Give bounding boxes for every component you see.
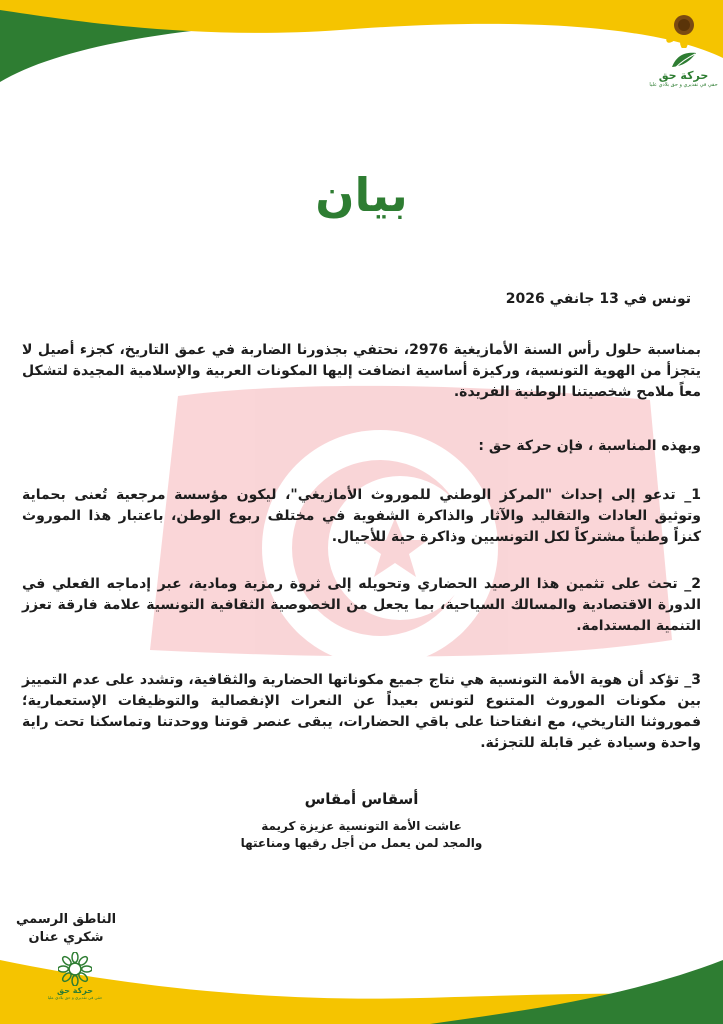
intro-paragraph: بمناسبة حلول رأس السنة الأمازيغية 2976، نحتفي بجذورنا الضاربة في عمق التاريخ، كجزء أصيل لا يتجزأ من الهوية التونسية، وركيزة أساسية انضافت إليها المكونات العربية والإسلامية المجيدة لتشكل معاً ملامح شخصيتنا الوطنية الفريدة. (22, 342, 701, 400)
leaf-icon (669, 50, 699, 70)
point-2: 2_ تحث على تثمين هذا الرصيد الحضاري وتحويله إلى ثروة رمزية ومادية، عبر إدماجه الفعلي في الدورة الاقتصادية والمسالك السياحية، بما يجعل من الخصوصية الثقافية التونسية علامة فارقة تعزز التنمية المستدامة. (22, 576, 701, 634)
logo-bottom-name: حركة حق (56, 986, 93, 995)
sunflower-icon (661, 2, 707, 48)
closing-line-1: عاشت الأمة التونسية عزيزة كريمة (261, 819, 462, 833)
occasion-line: وبهذه المناسبة ، فإن حركة حق : (478, 438, 701, 454)
sunflower-outline-icon (58, 952, 92, 986)
point-3: 3_ تؤكد أن هوية الأمة التونسية هي نتاج جميع مكوناتها الحضارية والثقافية، وتشدد على عدم التمييز بين مكونات الموروث المتنوع لتونس بعيداً عن النعرات الإنفصالية والتوظيفات الإستعمارية؛ فموروثنا التاريخي، مع انفتاحنا على باقي الحضارات، يبقى عنصر قوتنا ووحدتنا وتماسكنا تحت راية واحدة وسيادة غير قابلة للتجزئة. (22, 672, 701, 751)
greeting: أسقاس أمقاس (304, 790, 419, 808)
closing-line-2: والمجد لمن يعمل من أجل رقيها ومناعتها (240, 836, 483, 850)
date-line: تونس في 13 جانفي 2026 (505, 291, 691, 307)
closing-block (0, 818, 723, 852)
page-title: بيان (315, 168, 408, 222)
logo-tagline: حقي في تقديري و حق بلادي عليا (649, 82, 718, 88)
speaker-role: الناطق الرسمي (15, 912, 117, 927)
logo-bottom-tagline: حقي في تقديري و حق بلادي عليا (47, 995, 103, 1000)
speaker-name: شكري عنان (28, 930, 104, 945)
logo-top (644, 0, 723, 110)
logo-bottom (40, 952, 110, 1024)
point-1: 1_ تدعو إلى إحداث "المركز الوطني للموروث الأمازيغي"، ليكون مؤسسة مرجعية تُعنى بحماية وتوثيق العادات والتقاليد والآثار والذاكرة الشفوية في مختلف ربوع الوطن، باعتبار هذا الموروث كنزاً وطنياً مشتركاً لكل التونسيين وذاكرة حية للأجيال. (22, 487, 701, 545)
logo-name: حركة حق (658, 69, 709, 82)
